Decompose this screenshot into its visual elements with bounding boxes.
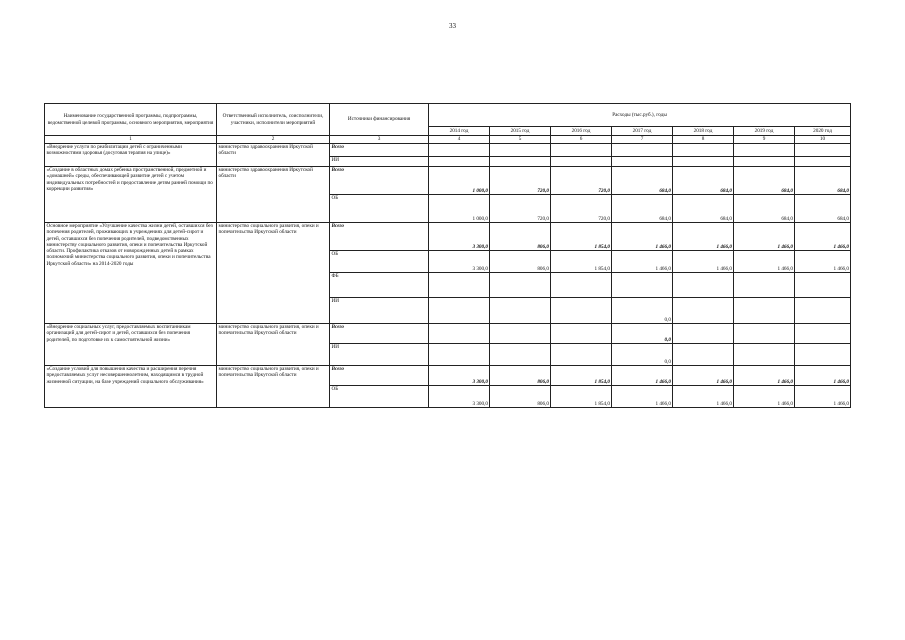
amount-cell xyxy=(673,157,734,167)
amount-cell xyxy=(795,344,851,366)
amount-cell xyxy=(673,144,734,157)
amount-cell: 1 466,0 xyxy=(673,386,734,408)
table-row xyxy=(45,366,851,386)
amount-cell xyxy=(795,273,851,298)
amount-cell: 1 466,0 xyxy=(673,251,734,273)
amount-cell: 1 466,0 xyxy=(612,386,673,408)
amount-cell xyxy=(551,344,612,366)
amount-cell: 1 466,0 xyxy=(734,223,795,251)
amount-cell xyxy=(429,344,490,366)
header-year: 2015 год xyxy=(490,127,551,136)
activity-name: «Внедрение услуги по реабилитации детей с ограниченными возможностями здоровья (досуговая терапия на улице)» xyxy=(45,144,217,167)
amount-cell: 684,0 xyxy=(734,167,795,195)
funding-source: Всего xyxy=(330,223,429,251)
executor: министерство здравоохранения Иркутской области xyxy=(217,167,330,223)
amount-cell xyxy=(612,273,673,298)
header-year: 2017 год xyxy=(612,127,673,136)
amount-cell: 3 300,0 xyxy=(429,386,490,408)
amount-cell: 1 466,0 xyxy=(734,366,795,386)
funding-source: ФБ xyxy=(330,273,429,298)
column-index: 2 xyxy=(217,136,330,144)
amount-cell xyxy=(551,157,612,167)
amount-cell xyxy=(734,273,795,298)
amount-cell: 1 854,0 xyxy=(551,366,612,386)
amount-cell: 1 466,0 xyxy=(734,386,795,408)
amount-cell: 1 466,0 xyxy=(795,366,851,386)
amount-cell: 806,0 xyxy=(490,366,551,386)
funding-source: Всего xyxy=(330,144,429,157)
amount-cell xyxy=(673,324,734,344)
funding-source: ОБ xyxy=(330,251,429,273)
amount-cell xyxy=(795,157,851,167)
funding-source: Всего xyxy=(330,167,429,195)
amount-cell xyxy=(734,344,795,366)
amount-cell: 684,0 xyxy=(734,195,795,223)
header-name: Наименование государственной программы, подпрограммы, ведомственной целевой программы, основного мероприятия, мероприятия xyxy=(45,104,217,136)
amount-cell xyxy=(429,144,490,157)
table-body xyxy=(45,144,851,408)
amount-cell: 1 854,0 xyxy=(551,386,612,408)
amount-cell: 1 466,0 xyxy=(673,366,734,386)
amount-cell xyxy=(490,144,551,157)
activity-name: Основное мероприятие «Улучшение качества жизни детей, оставшихся без попечения родителей, проживающих в учреждениях для детей-сирот и детей, оставшихся без попечения родителей, подведомственных министерству социального развития, опеки и попечительства Иркутской области. Профилактика отказов от новорожденных детей в рамках полномочий министерства социального развития, опеки и попечительства Иркутской области» на 2014-2020 годы xyxy=(45,223,217,324)
executor: министерство социального развития, опеки и попечительства Иркутской области xyxy=(217,324,330,366)
amount-cell xyxy=(673,344,734,366)
amount-cell: 1 466,0 xyxy=(673,223,734,251)
amount-cell xyxy=(429,298,490,324)
amount-cell xyxy=(551,273,612,298)
executor: министерство социального развития, опеки и попечительства Иркутской области xyxy=(217,366,330,408)
header-year: 2014 год xyxy=(429,127,490,136)
amount-cell xyxy=(795,298,851,324)
amount-cell xyxy=(551,144,612,157)
amount-cell: 1 466,0 xyxy=(795,386,851,408)
table-row xyxy=(45,167,851,195)
column-index: 6 xyxy=(551,136,612,144)
header-expenses: Расходы (тыс.руб.), годы xyxy=(429,104,851,127)
column-index: 9 xyxy=(734,136,795,144)
amount-cell xyxy=(734,298,795,324)
amount-cell xyxy=(429,273,490,298)
activity-name: «Создание условий для повышения качества и расширения перечня предоставляемых услуг несовершеннолетним, находящимся в трудной жизненной ситуации, на базе учреждений социального обслуживания» xyxy=(45,366,217,408)
column-index: 10 xyxy=(795,136,851,144)
column-index: 4 xyxy=(429,136,490,144)
amount-cell: 1 466,0 xyxy=(795,251,851,273)
table-row xyxy=(45,144,851,157)
amount-cell: 1 000,0 xyxy=(429,167,490,195)
amount-cell: 1 854,0 xyxy=(551,223,612,251)
amount-cell xyxy=(795,324,851,344)
amount-cell xyxy=(490,344,551,366)
amount-cell: 1 466,0 xyxy=(612,251,673,273)
table-row xyxy=(45,324,851,344)
activity-name: «Создание в областных домах ребенка пространственной, предметной и «домашней» среды, обеспечивающей развитие детей с учетом индивидуальных потребностей и предоставление детям ранней помощи по коррекции развития» xyxy=(45,167,217,223)
funding-source: Всего xyxy=(330,324,429,344)
amount-cell: 684,0 xyxy=(612,167,673,195)
column-index: 3 xyxy=(330,136,429,144)
header-executor: Ответственный исполнитель, соисполнители, участники, исполнители мероприятий xyxy=(217,104,330,136)
amount-cell xyxy=(734,144,795,157)
amount-cell xyxy=(490,298,551,324)
amount-cell xyxy=(795,144,851,157)
financing-table xyxy=(44,103,851,408)
amount-cell: 0,0 xyxy=(612,298,673,324)
amount-cell: 0,0 xyxy=(612,324,673,344)
amount-cell: 806,0 xyxy=(490,386,551,408)
amount-cell: 806,0 xyxy=(490,251,551,273)
amount-cell xyxy=(490,157,551,167)
amount-cell xyxy=(673,273,734,298)
funding-source: ОБ xyxy=(330,195,429,223)
amount-cell xyxy=(490,324,551,344)
amount-cell: 806,0 xyxy=(490,223,551,251)
amount-cell xyxy=(551,298,612,324)
amount-cell: 720,0 xyxy=(490,167,551,195)
amount-cell xyxy=(673,298,734,324)
executor: министерство здравоохранения Иркутской области xyxy=(217,144,330,167)
column-index: 1 xyxy=(45,136,217,144)
amount-cell: 3 300,0 xyxy=(429,251,490,273)
funding-source: ИИ xyxy=(330,344,429,366)
table-row xyxy=(45,223,851,251)
header-year: 2018 год xyxy=(673,127,734,136)
header-year: 2020 год xyxy=(795,127,851,136)
funding-source: ИИ xyxy=(330,298,429,324)
amount-cell xyxy=(429,324,490,344)
amount-cell: 684,0 xyxy=(673,195,734,223)
funding-source: ОБ xyxy=(330,386,429,408)
activity-name: «Внедрение социальных услуг, предоставляемых воспитанникам организаций для детей-сирот и детей, оставшихся без попечения родителей, по подготовке их к самостоятельной жизни» xyxy=(45,324,217,366)
amount-cell: 720,0 xyxy=(551,195,612,223)
funding-source: ИИ xyxy=(330,157,429,167)
amount-cell xyxy=(734,324,795,344)
executor: министерство социального развития, опеки и попечительства Иркутской области xyxy=(217,223,330,324)
amount-cell: 1 466,0 xyxy=(734,251,795,273)
column-index: 7 xyxy=(612,136,673,144)
amount-cell xyxy=(490,273,551,298)
amount-cell xyxy=(612,157,673,167)
amount-cell: 1 466,0 xyxy=(795,223,851,251)
column-index: 8 xyxy=(673,136,734,144)
amount-cell: 684,0 xyxy=(673,167,734,195)
amount-cell: 3 300,0 xyxy=(429,366,490,386)
header-year: 2016 год xyxy=(551,127,612,136)
amount-cell: 0,0 xyxy=(612,344,673,366)
header-year: 2019 год xyxy=(734,127,795,136)
amount-cell: 720,0 xyxy=(490,195,551,223)
amount-cell xyxy=(734,157,795,167)
amount-cell: 684,0 xyxy=(795,195,851,223)
amount-cell: 720,0 xyxy=(551,167,612,195)
amount-cell: 684,0 xyxy=(795,167,851,195)
column-index: 5 xyxy=(490,136,551,144)
amount-cell xyxy=(429,157,490,167)
header-source: Источники финансирования xyxy=(330,104,429,136)
funding-source: Всего xyxy=(330,366,429,386)
amount-cell: 1 466,0 xyxy=(612,366,673,386)
amount-cell: 684,0 xyxy=(612,195,673,223)
amount-cell: 1 466,0 xyxy=(612,223,673,251)
amount-cell xyxy=(551,324,612,344)
amount-cell: 1 854,0 xyxy=(551,251,612,273)
amount-cell: 1 000,0 xyxy=(429,195,490,223)
amount-cell: 3 300,0 xyxy=(429,223,490,251)
amount-cell xyxy=(612,144,673,157)
page-number: 33 xyxy=(449,22,456,30)
